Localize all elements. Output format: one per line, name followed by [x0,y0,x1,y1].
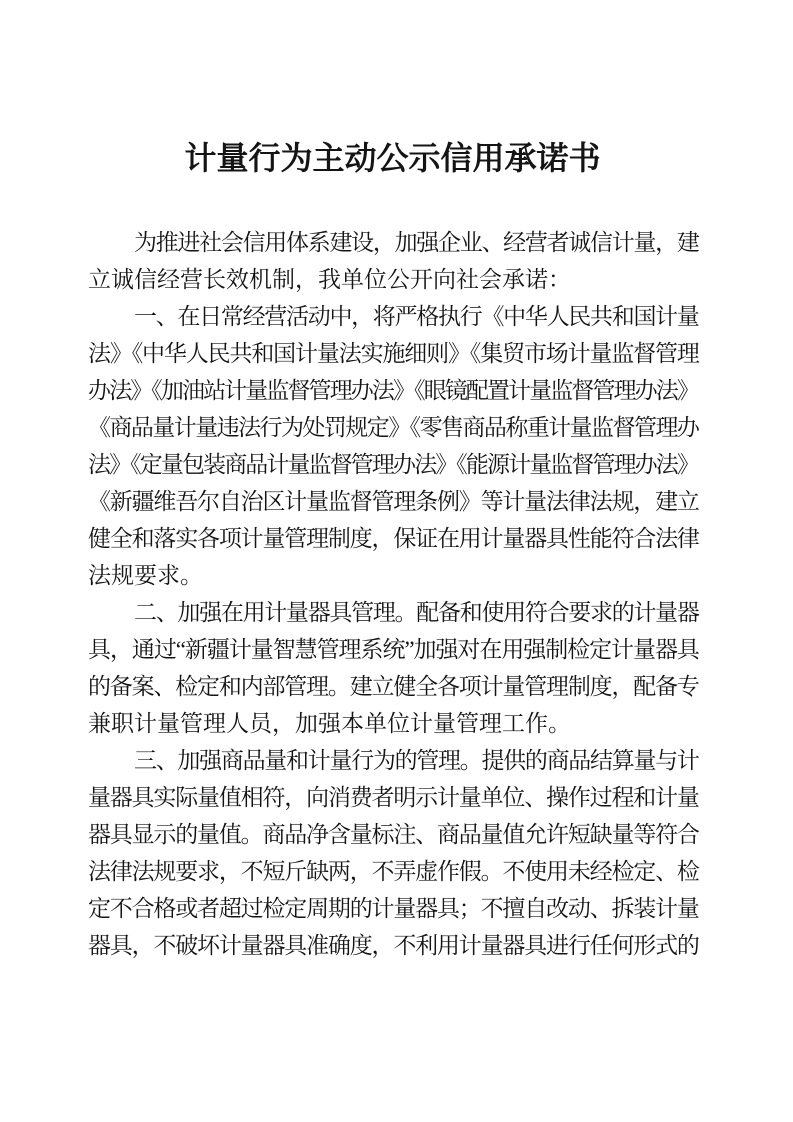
document-line: 二、加强在用计量器具管理。配备和使用符合要求的计量器 [134,600,697,625]
document-line: 的备案、检定和内部管理。建立健全各项计量管理制度，配备专 [88,674,697,699]
document-line: 三、加强商品量和计量行为的管理。提供的商品结算量与计 [134,748,697,773]
document-body [88,224,697,964]
document-line: 量器具实际量值相符，向消费者明示计量单位、操作过程和计量 [88,785,697,810]
document-line: 具，通过“新疆计量智慧管理系统”加强对在用强制检定计量器具 [88,637,697,662]
document-line: 法》《定量包装商品计量监督管理办法》《能源计量监督管理办法》 [88,452,697,477]
document-title: 计量行为主动公示信用承诺书 [184,140,601,176]
document-line: 健全和落实各项计量管理制度，保证在用计量器具性能符合法律 [88,526,697,551]
document-line: 兼职计量管理人员，加强本单位计量管理工作。 [88,711,571,736]
document-line: 一、在日常经营活动中，将严格执行《中华人民共和国计量 [134,304,697,329]
document-line: 法规要求。 [88,563,203,588]
document-line: 办法》《加油站计量监督管理办法》《眼镜配置计量监督管理办法》 [88,378,697,403]
document-line: 法律法规要求，不短斤缺两，不弄虚作假。不使用未经检定、检 [88,859,697,884]
document-line: 器具显示的量值。商品净含量标注、商品量值允许短缺量等符合 [88,822,697,847]
document-line: 器具，不破坏计量器具准确度，不利用计量器具进行任何形式的 [88,933,697,958]
document-line: 为推进社会信用体系建设，加强企业、经营者诚信计量，建 [134,230,697,255]
document-line: 《商品量计量违法行为处罚规定》《零售商品称重计量监督管理办 [88,415,697,440]
document-line: 定不合格或者超过检定周期的计量器具；不擅自改动、拆装计量 [88,896,697,921]
document-line: 立诚信经营长效机制，我单位公开向社会承诺： [88,267,571,292]
document-line: 《新疆维吾尔自治区计量监督管理条例》等计量法律法规，建立 [88,489,697,514]
document-line: 法》《中华人民共和国计量法实施细则》《集贸市场计量监督管理 [88,341,697,366]
